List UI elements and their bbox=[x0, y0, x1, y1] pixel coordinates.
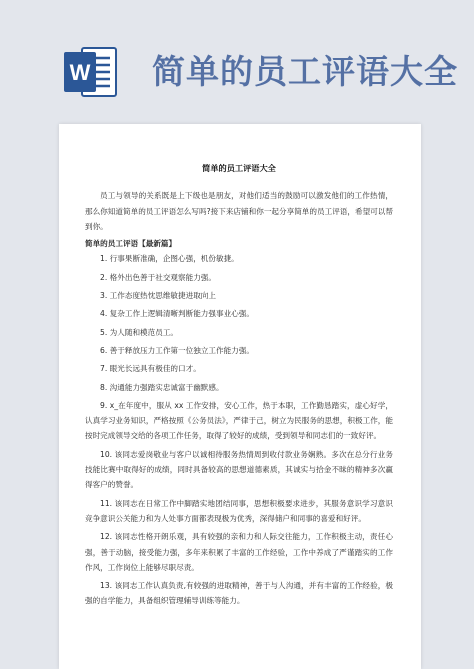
comment-paragraph: 9. x_在年度中，服从 xx 工作安排，安心工作，热于本职，工作勤恳踏实，虚心好学，认真学习业务知识，严格按照《公务员法》，严律于己，树立为民服务的思想，积极工作，能按时完成领导交给的各项工作任务，取得了较好的成绩，受到领导和同志们的一致好评。 bbox=[85, 400, 393, 441]
banner bbox=[0, 0, 474, 118]
document-page bbox=[59, 124, 421, 669]
document-title: 简单的员工评语大全 bbox=[202, 163, 276, 173]
document-body bbox=[85, 161, 393, 612]
page-fade-overlay bbox=[59, 629, 421, 669]
list-item: 1. 行事果断准确，企图心强，机份敏捷。 bbox=[100, 254, 239, 264]
list-item: 8. 沟通能力强踏实忠诚富于幽默感。 bbox=[100, 382, 224, 392]
comment-paragraph: 11. 该同志在日常工作中脚踏实地团结同事，思想积极要求进步，其服务意识学习意识竞争意识公关能力和为人处事方面都表现极为优秀，深得储户和同事的喜爱和好评。 bbox=[85, 498, 393, 523]
banner-title: 简单的员工评语大全 bbox=[152, 52, 458, 91]
comment-paragraph: 12. 该同志性格开朗乐观，具有较强的亲和力和人际交往能力，工作积极主动，责任心强，善于动脑，接受能力强，多年来积累了丰富的工作经验，工作中养成了严谨踏实的工作作风，工作岗位上能够尽职尽责。 bbox=[85, 532, 393, 572]
list-item: 4. 复杂工作上逻辑清晰判断能力强事业心强。 bbox=[100, 309, 254, 319]
list-item: 6. 善于释放压力工作第一位独立工作能力强。 bbox=[100, 345, 254, 355]
list-item: 3. 工作态度热忱思维敏捷进取向上 bbox=[100, 291, 216, 301]
comment-paragraph: 10. 该同志爱岗敬业与客户以诚相待服务热情周到收付款业务娴熟。多次在总分行业务技能比赛中取得好的成绩，同时具备较高的思想道德素质，其诚实与拾金不昧的精神多次赢得客户的赞誉。 bbox=[85, 449, 393, 490]
word-document-icon bbox=[62, 44, 118, 100]
list-item: 2. 格外出色善于社交观察能力强。 bbox=[100, 272, 216, 282]
section-heading: 简单的员工评语【最新篇】 bbox=[85, 239, 177, 249]
intro-paragraph: 员工与领导的关系既是上下级也是朋友，对他们适当的鼓励可以激发他们的工作热情，那么你知道简单的员工评语怎么写吗?接下来店铺和你一起分享简单的员工评语，希望可以帮到你。 bbox=[85, 191, 393, 231]
comment-paragraph: 13. 该同志工作认真负责,有较强的进取精神，善于与人沟通，并有丰富的工作经验，极强的自学能力，具备组织管理辅导训练等能力。 bbox=[85, 581, 393, 606]
list-item: 5. 为人随和模范员工。 bbox=[100, 327, 179, 337]
word-logo-letter: W bbox=[69, 60, 91, 85]
list-item: 7. 眼光长远具有极佳的口才。 bbox=[100, 364, 201, 374]
